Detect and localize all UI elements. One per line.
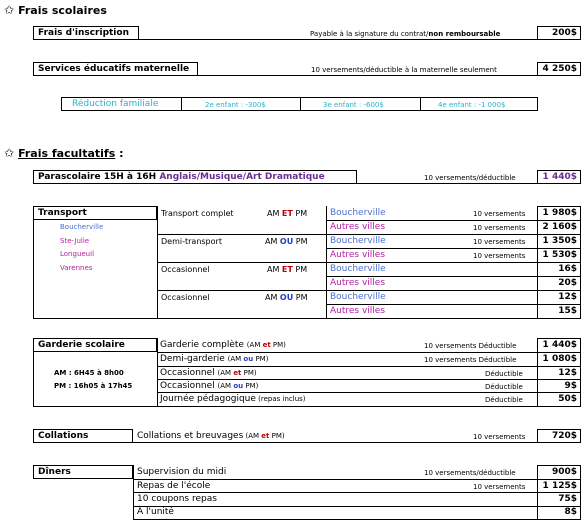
transport-ampm: AM OU PM xyxy=(265,237,308,246)
city-longueuil: Longueuil xyxy=(60,250,95,258)
divider xyxy=(157,352,581,353)
garderie-price: 50$ xyxy=(558,394,577,404)
parascolaire-label: Parascolaire 15H à 16H Anglais/Musique/Art Dramatique xyxy=(38,172,325,182)
star-icon: ✩ xyxy=(4,3,15,17)
divider xyxy=(181,97,182,111)
city-boucherville: Boucherville xyxy=(60,223,104,231)
transport-service: Occasionnel xyxy=(161,265,210,274)
divider xyxy=(133,519,581,520)
reduction-third: 3e enfant : -600$ xyxy=(323,101,384,109)
collations-service: Collations et breuvages (AM et PM) xyxy=(137,431,285,441)
garderie-service: Garderie complète (AM et PM) xyxy=(160,340,286,350)
garderie-price: 9$ xyxy=(564,381,577,391)
garderie-note: 10 versements Déductible xyxy=(424,356,517,364)
divider xyxy=(300,97,301,111)
transport-service: Demi-transport xyxy=(161,237,222,246)
section-frais-scolaires xyxy=(4,3,107,17)
diners-note: 10 versements xyxy=(473,483,526,491)
diners-price: 1 125$ xyxy=(542,481,577,491)
transport-price: 2 160$ xyxy=(542,222,577,232)
transport-price: 15$ xyxy=(558,306,577,316)
collations-price: 720$ xyxy=(551,431,577,441)
transport-label: Transport xyxy=(38,208,87,218)
divider xyxy=(133,479,581,480)
diners-price: 75$ xyxy=(558,494,577,504)
collations-label: Collations xyxy=(38,431,89,441)
divider xyxy=(33,318,581,319)
garderie-service: Occasionnel (AM et PM) xyxy=(160,368,257,378)
divider xyxy=(133,442,537,443)
transport-price: 1 350$ xyxy=(542,236,577,246)
garderie-note: Déductible xyxy=(485,370,523,378)
garderie-note: Déductible xyxy=(485,396,523,404)
garderie-price: 12$ xyxy=(558,368,577,378)
divider xyxy=(420,97,421,111)
diners-note: 10 versements/déductible xyxy=(424,469,516,477)
divider xyxy=(157,366,581,367)
divider xyxy=(133,506,581,507)
parascolaire-note: 10 versements/déductible xyxy=(424,174,516,182)
divider xyxy=(157,379,581,380)
section-frais-facultatifs: ✩ Frais facultatifs : xyxy=(4,146,124,160)
divider xyxy=(157,338,158,407)
maternelle-label: Services éducatifs maternelle xyxy=(38,64,190,74)
divider xyxy=(157,392,581,393)
diners-label: Dîners xyxy=(38,467,71,477)
garderie-service: Demi-garderie (AM ou PM) xyxy=(160,354,269,364)
garderie-price: 1 440$ xyxy=(542,340,577,350)
garderie-service: Journée pédagogique (repas inclus) xyxy=(160,394,306,404)
garderie-hours-pm: PM : 16h05 à 17h45 xyxy=(54,382,133,390)
maternelle-price: 4 250$ xyxy=(542,64,577,74)
transport-zone: Boucherville xyxy=(330,236,386,246)
city-varennes: Varennes xyxy=(60,264,93,272)
inscription-label: Frais d'inscription xyxy=(38,28,129,38)
transport-note: 10 versements xyxy=(473,224,526,232)
diners-service: Repas de l'école xyxy=(137,481,211,491)
transport-zone: Autres villes xyxy=(330,306,386,316)
divider xyxy=(326,220,581,221)
section-title: Frais scolaires xyxy=(18,4,107,17)
transport-zone: Autres villes xyxy=(330,250,386,260)
divider xyxy=(139,39,537,40)
transport-price: 1 980$ xyxy=(542,208,577,218)
divider xyxy=(157,234,581,235)
inscription-note: Payable à la signature du contrat/non remboursable xyxy=(310,30,501,38)
transport-ampm: AM ET PM xyxy=(267,209,308,218)
divider xyxy=(326,304,581,305)
city-ste-julie: Ste-Julie xyxy=(60,237,90,245)
reduction-fourth: 4e enfant : -1 000$ xyxy=(438,101,506,109)
garderie-hours-am: AM : 6H45 à 8h00 xyxy=(54,369,124,377)
garderie-note: 10 versements Déductible xyxy=(424,342,517,350)
divider xyxy=(326,248,581,249)
star-icon: ✩ xyxy=(4,146,15,160)
garderie-label: Garderie scolaire xyxy=(38,340,125,350)
diners-price: 8$ xyxy=(564,507,577,517)
transport-zone: Boucherville xyxy=(330,264,386,274)
transport-zone: Autres villes xyxy=(330,222,386,232)
transport-note: 10 versements xyxy=(473,252,526,260)
transport-price: 16$ xyxy=(558,264,577,274)
garderie-note: Déductible xyxy=(485,383,523,391)
transport-zone: Boucherville xyxy=(330,292,386,302)
transport-price: 20$ xyxy=(558,278,577,288)
divider xyxy=(326,276,581,277)
diners-service: À l'unité xyxy=(137,507,174,517)
collations-note: 10 versements xyxy=(473,433,526,441)
transport-price: 12$ xyxy=(558,292,577,302)
garderie-price: 1 080$ xyxy=(542,354,577,364)
divider xyxy=(33,220,34,318)
divider xyxy=(33,352,34,406)
reduction-second: 2e enfant : -300$ xyxy=(205,101,266,109)
divider xyxy=(157,290,581,291)
divider xyxy=(357,183,537,184)
parascolaire-price: 1 440$ xyxy=(542,172,577,182)
transport-price: 1 530$ xyxy=(542,250,577,260)
maternelle-note: 10 versements/déductible à la maternelle seulement xyxy=(311,66,497,74)
diners-price: 900$ xyxy=(551,467,577,477)
transport-ampm: AM OU PM xyxy=(265,293,308,302)
inscription-price: 200$ xyxy=(551,28,577,38)
transport-note: 10 versements xyxy=(473,238,526,246)
transport-zone: Boucherville xyxy=(330,208,386,218)
divider xyxy=(133,492,581,493)
transport-service: Occasionnel xyxy=(161,293,210,302)
diners-service: 10 coupons repas xyxy=(137,494,217,504)
divider xyxy=(157,262,581,263)
transport-ampm: AM ET PM xyxy=(267,265,308,274)
reduction-label: Réduction familiale xyxy=(72,99,159,109)
divider xyxy=(198,75,537,76)
transport-note: 10 versements xyxy=(473,210,526,218)
section-title: Frais facultatifs xyxy=(18,147,116,160)
divider xyxy=(33,406,581,407)
garderie-service: Occasionnel (AM ou PM) xyxy=(160,381,259,391)
transport-service: Transport complet xyxy=(161,209,234,218)
diners-service: Supervision du midi xyxy=(137,467,227,477)
transport-zone: Autres villes xyxy=(330,278,386,288)
